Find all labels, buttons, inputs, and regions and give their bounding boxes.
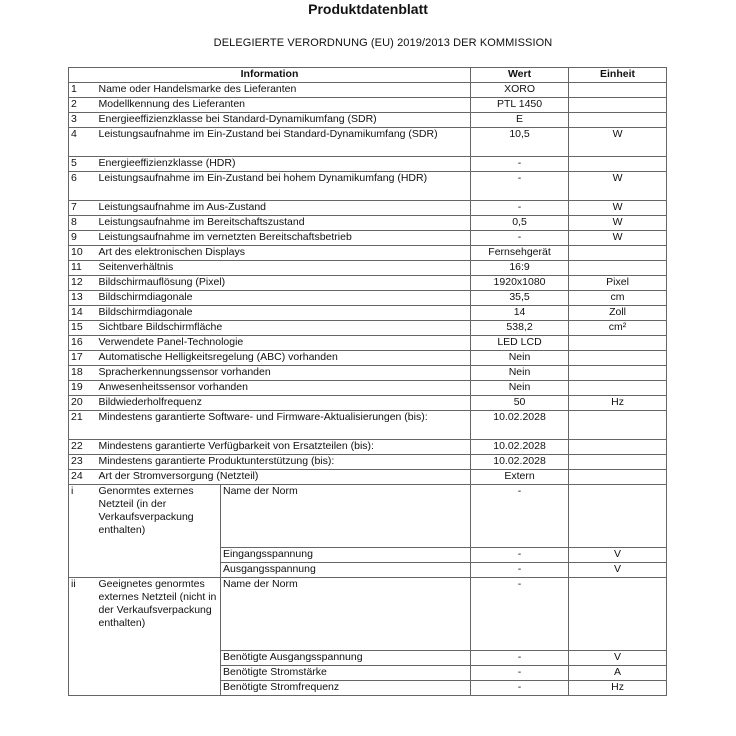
- row-einheit: [569, 470, 667, 485]
- row-label: Bildschirmdiagonale: [97, 306, 471, 321]
- row-wert: 10.02.2028: [471, 411, 569, 440]
- section_ii-item-wert: -: [471, 681, 569, 696]
- row-einheit: [569, 440, 667, 455]
- row-wert: -: [471, 201, 569, 216]
- row-einheit: W: [569, 216, 667, 231]
- row-wert: -: [471, 231, 569, 246]
- row-number: 9: [69, 231, 97, 246]
- row-wert: 50: [471, 396, 569, 411]
- table-row: [69, 83, 667, 98]
- row-number: 10: [69, 246, 97, 261]
- row-number: 15: [69, 321, 97, 336]
- section_ii-item-label: Benötigte Ausgangsspannung: [221, 651, 471, 666]
- datasheet-table: [68, 67, 667, 696]
- row-number: 4: [69, 128, 97, 157]
- row-wert: 10,5: [471, 128, 569, 157]
- section_i-item-einheit: V: [569, 548, 667, 563]
- row-label: Leistungsaufnahme im Ein-Zustand bei hohem Dynamikumfang (HDR): [97, 172, 471, 201]
- table-row: [69, 216, 667, 231]
- row-wert: E: [471, 113, 569, 128]
- section_i-row: [69, 485, 667, 548]
- section_i-item-wert: -: [471, 548, 569, 563]
- row-wert: -: [471, 172, 569, 201]
- table-row: [69, 201, 667, 216]
- row-number: 22: [69, 440, 97, 455]
- row-number: 20: [69, 396, 97, 411]
- row-wert: XORO: [471, 83, 569, 98]
- page-title: Produktdatenblatt: [308, 1, 428, 17]
- table-row: [69, 261, 667, 276]
- table-row: [69, 128, 667, 157]
- row-wert: 10.02.2028: [471, 440, 569, 455]
- row-einheit: Pixel: [569, 276, 667, 291]
- row-wert: 16:9: [471, 261, 569, 276]
- section_ii-label: Geeignetes genormtes externes Netzteil (nicht in der Verkaufsverpackung enthalten): [97, 578, 221, 651]
- table-row: [69, 470, 667, 485]
- row-einheit: W: [569, 201, 667, 216]
- row-einheit: cm: [569, 291, 667, 306]
- section_i-item-wert: -: [471, 485, 569, 548]
- row-number: 17: [69, 351, 97, 366]
- table-row: [69, 172, 667, 201]
- section_i-number-cont: [69, 548, 97, 563]
- table-row: [69, 98, 667, 113]
- row-number: 18: [69, 366, 97, 381]
- section_ii-label-cont: [97, 681, 221, 696]
- section_i-row: [69, 548, 667, 563]
- table-row: [69, 396, 667, 411]
- section_i-item-label: Ausgangsspannung: [221, 563, 471, 578]
- row-number: 19: [69, 381, 97, 396]
- row-einheit: Zoll: [569, 306, 667, 321]
- section_ii-item-wert: -: [471, 666, 569, 681]
- row-label: Verwendete Panel-Technologie: [97, 336, 471, 351]
- row-label: Leistungsaufnahme im vernetzten Bereitschaftsbetrieb: [97, 231, 471, 246]
- row-einheit: [569, 246, 667, 261]
- header-wert: Wert: [471, 68, 569, 83]
- section_ii-row: [69, 578, 667, 651]
- table-row: [69, 351, 667, 366]
- row-label: Leistungsaufnahme im Ein-Zustand bei Standard-Dynamikumfang (SDR): [97, 128, 471, 157]
- row-label: Art der Stromversorgung (Netzteil): [97, 470, 471, 485]
- row-number: 13: [69, 291, 97, 306]
- row-number: 14: [69, 306, 97, 321]
- row-label: Bildwiederholfrequenz: [97, 396, 471, 411]
- row-einheit: [569, 113, 667, 128]
- header-information: Information: [69, 68, 471, 83]
- row-wert: 10.02.2028: [471, 455, 569, 470]
- section_ii-item-einheit: [569, 578, 667, 651]
- row-number: 12: [69, 276, 97, 291]
- section_i-label-cont: [97, 548, 221, 563]
- table-row: [69, 246, 667, 261]
- row-number: 21: [69, 411, 97, 440]
- row-wert: Nein: [471, 366, 569, 381]
- row-wert: Extern: [471, 470, 569, 485]
- table-row: [69, 336, 667, 351]
- row-label: Name oder Handelsmarke des Lieferanten: [97, 83, 471, 98]
- section_ii-item-label: Name der Norm: [221, 578, 471, 651]
- row-wert: 1920x1080: [471, 276, 569, 291]
- section_ii-number-cont: [69, 681, 97, 696]
- row-wert: Fernsehgerät: [471, 246, 569, 261]
- row-wert: Nein: [471, 381, 569, 396]
- row-label: Spracherkennungssensor vorhanden: [97, 366, 471, 381]
- row-label: Leistungsaufnahme im Aus-Zustand: [97, 201, 471, 216]
- section_ii-item-wert: -: [471, 578, 569, 651]
- table-row: [69, 276, 667, 291]
- table-row: [69, 411, 667, 440]
- row-label: Bildschirmauflösung (Pixel): [97, 276, 471, 291]
- row-number: 3: [69, 113, 97, 128]
- section_ii-number-cont: [69, 651, 97, 666]
- table-row: [69, 440, 667, 455]
- section_ii-item-label: Benötigte Stromstärke: [221, 666, 471, 681]
- row-label: Energieeffizienzklasse (HDR): [97, 157, 471, 172]
- row-wert: PTL 1450: [471, 98, 569, 113]
- row-label: Energieeffizienzklasse bei Standard-Dynamikumfang (SDR): [97, 113, 471, 128]
- row-label: Mindestens garantierte Verfügbarkeit von Ersatzteilen (bis):: [97, 440, 471, 455]
- section_i-row: [69, 563, 667, 578]
- section_i-item-einheit: V: [569, 563, 667, 578]
- section_ii-item-einheit: A: [569, 666, 667, 681]
- row-einheit: [569, 98, 667, 113]
- section_ii-row: [69, 666, 667, 681]
- section_i-label-cont: [97, 563, 221, 578]
- row-wert: -: [471, 157, 569, 172]
- section_i-item-einheit: [569, 485, 667, 548]
- table-header-row: [69, 68, 667, 83]
- section_ii-item-einheit: V: [569, 651, 667, 666]
- section_i-item-label: Name der Norm: [221, 485, 471, 548]
- row-label: Anwesenheitssensor vorhanden: [97, 381, 471, 396]
- row-wert: 14: [471, 306, 569, 321]
- row-number: 24: [69, 470, 97, 485]
- section_ii-item-wert: -: [471, 651, 569, 666]
- row-label: Mindestens garantierte Produktunterstützung (bis):: [97, 455, 471, 470]
- row-einheit: [569, 411, 667, 440]
- row-wert: 538,2: [471, 321, 569, 336]
- header-einheit: Einheit: [569, 68, 667, 83]
- section_ii-item-einheit: Hz: [569, 681, 667, 696]
- row-einheit: [569, 261, 667, 276]
- table-row: [69, 455, 667, 470]
- row-number: 1: [69, 83, 97, 98]
- row-label: Art des elektronischen Displays: [97, 246, 471, 261]
- table-row: [69, 306, 667, 321]
- section_i-number-cont: [69, 563, 97, 578]
- section_ii-label-cont: [97, 651, 221, 666]
- row-einheit: Hz: [569, 396, 667, 411]
- row-einheit: [569, 336, 667, 351]
- row-label: Mindestens garantierte Software- und Firmware-Aktualisierungen (bis):: [97, 411, 471, 440]
- section_ii-label-cont: [97, 666, 221, 681]
- row-label: Bildschirmdiagonale: [97, 291, 471, 306]
- row-label: Seitenverhältnis: [97, 261, 471, 276]
- row-einheit: [569, 455, 667, 470]
- section_ii-row: [69, 681, 667, 696]
- row-number: 8: [69, 216, 97, 231]
- row-number: 5: [69, 157, 97, 172]
- table-row: [69, 113, 667, 128]
- row-einheit: cm²: [569, 321, 667, 336]
- row-einheit: W: [569, 172, 667, 201]
- row-number: 2: [69, 98, 97, 113]
- row-label: Leistungsaufnahme im Bereitschaftszustand: [97, 216, 471, 231]
- row-number: 23: [69, 455, 97, 470]
- section_ii-number: ii: [69, 578, 97, 651]
- table-row: [69, 291, 667, 306]
- section_i-number: i: [69, 485, 97, 548]
- row-einheit: [569, 83, 667, 98]
- row-einheit: W: [569, 128, 667, 157]
- section_i-label: Genormtes externes Netzteil (in der Verkaufsverpackung enthalten): [97, 485, 221, 548]
- row-einheit: [569, 381, 667, 396]
- table-row: [69, 231, 667, 246]
- row-label: Modellkennung des Lieferanten: [97, 98, 471, 113]
- section_i-item-wert: -: [471, 563, 569, 578]
- table-row: [69, 366, 667, 381]
- row-wert: Nein: [471, 351, 569, 366]
- row-wert: LED LCD: [471, 336, 569, 351]
- row-wert: 0,5: [471, 216, 569, 231]
- row-einheit: [569, 351, 667, 366]
- section_i-item-label: Eingangsspannung: [221, 548, 471, 563]
- table-row: [69, 381, 667, 396]
- row-number: 16: [69, 336, 97, 351]
- row-einheit: W: [569, 231, 667, 246]
- row-label: Sichtbare Bildschirmfläche: [97, 321, 471, 336]
- table-row: [69, 321, 667, 336]
- row-number: 7: [69, 201, 97, 216]
- row-label: Automatische Helligkeitsregelung (ABC) vorhanden: [97, 351, 471, 366]
- section_ii-number-cont: [69, 666, 97, 681]
- section_ii-item-label: Benötigte Stromfrequenz: [221, 681, 471, 696]
- row-wert: 35,5: [471, 291, 569, 306]
- page-subtitle: DELEGIERTE VERORDNUNG (EU) 2019/2013 DER KOMMISSION: [213, 37, 553, 49]
- row-einheit: [569, 157, 667, 172]
- row-number: 11: [69, 261, 97, 276]
- row-einheit: [569, 366, 667, 381]
- table-row: [69, 157, 667, 172]
- section_ii-row: [69, 651, 667, 666]
- row-number: 6: [69, 172, 97, 201]
